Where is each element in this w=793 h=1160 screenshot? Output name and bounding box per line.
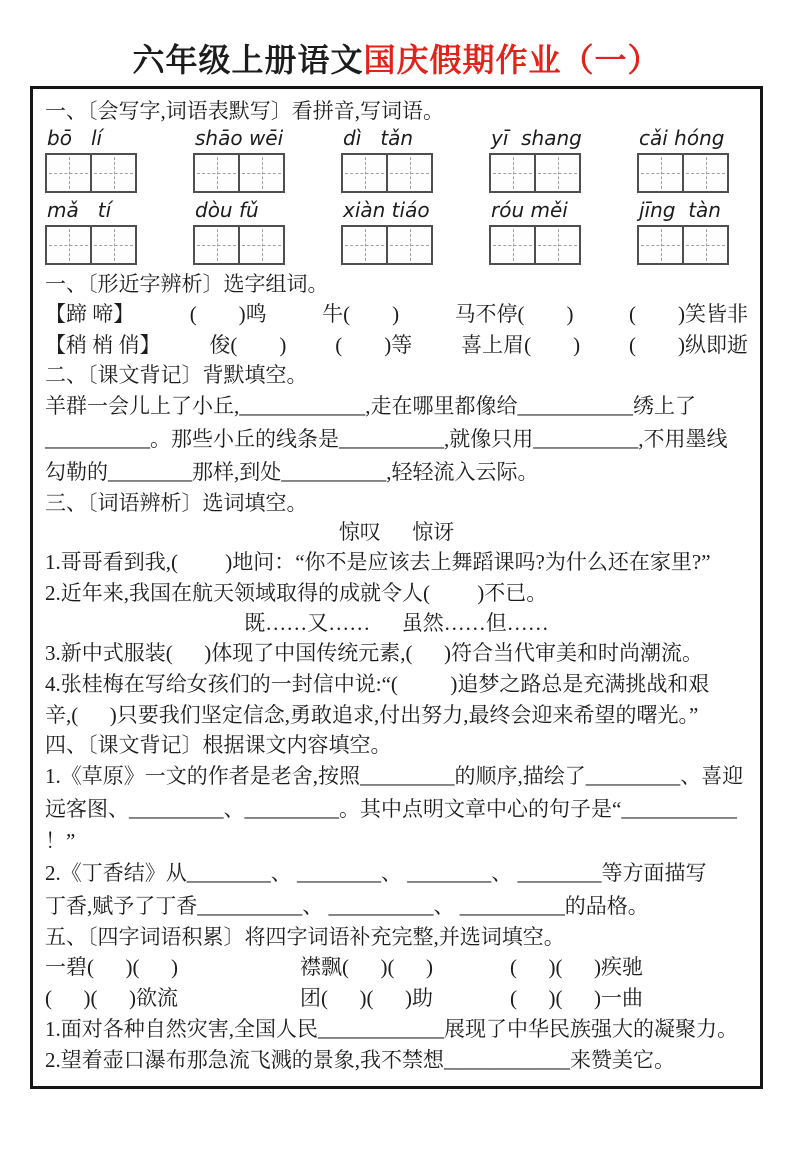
grid-cell	[90, 225, 137, 265]
question-line: 4.张桂梅在写给女孩们的一封信中说:“( )追梦之路总是充满挑战和艰	[45, 672, 710, 696]
writing-grid	[637, 153, 729, 193]
question-line: 1.面对各种自然灾害,全国人民____________展现了中华民族强大的凝聚力。	[45, 1017, 738, 1041]
idiom-blank-item: ( )( )疾驰	[510, 955, 643, 979]
pinyin-label: mǎ tí	[47, 198, 112, 222]
section-sizi-header: 五、〔四字词语积累〕将四字词语补充完整,并选词填空。	[45, 925, 565, 949]
pinyin-column	[341, 126, 489, 198]
idiom-blank-item: ( )( )欲流	[45, 986, 178, 1010]
word-choice-item: ( )纵即逝	[629, 333, 748, 357]
question-line: 2.望着壶口瀑布那急流飞溅的景象,我不禁想____________来赞美它。	[45, 1048, 675, 1072]
section-pinyin-header: 一、〔会写字,词语表默写〕看拼音,写词语。	[45, 99, 444, 123]
idiom-blank-item: 一碧( )( )	[45, 955, 178, 979]
pinyin-column	[489, 126, 637, 198]
pinyin-label: bō lí	[47, 126, 103, 150]
pinyin-column	[45, 126, 193, 198]
question-line: 丁香,赋予了丁香__________、 __________、 __________的品格。	[45, 894, 649, 918]
word-choice-item: 喜上眉( )	[461, 333, 581, 357]
grid-cell	[637, 153, 684, 193]
xingjinzi-row-1	[45, 299, 748, 330]
grid-cell	[45, 153, 92, 193]
beimo-line: __________。那些小丘的线条是__________,就像只用__________,不用墨线	[45, 427, 728, 451]
question-line: 1.《草原》一文的作者是老舍,按照_________的顺序,描绘了_________、喜迎	[45, 764, 744, 788]
grid-cell	[386, 153, 433, 193]
pinyin-label: jīng tàn	[639, 198, 721, 222]
grid-cell	[534, 225, 581, 265]
idiom-blank-item: ( )( )一曲	[510, 986, 643, 1010]
writing-grid	[489, 225, 637, 265]
question-line: 3.新中式服装( )体现了中国传统元素,( )符合当代审美和时尚潮流。	[45, 641, 703, 665]
pinyin-column	[193, 198, 341, 270]
grid-cell	[238, 153, 285, 193]
writing-grid	[489, 153, 637, 193]
title-text-black: 六年级上册语文	[132, 42, 364, 78]
section-xingjinzi-header: 一、〔形近字辨析〕选字组词。	[45, 272, 329, 296]
word-bank: 既……又…… 虽然……但……	[244, 611, 549, 635]
word-choice-item: 马不停( )	[454, 302, 574, 326]
writing-grid	[341, 153, 489, 193]
pinyin-column	[637, 198, 729, 270]
sizi-row-2	[45, 983, 748, 1014]
grid-cell	[386, 225, 433, 265]
grid-cell	[489, 225, 536, 265]
pinyin-column	[45, 198, 193, 270]
title-text-red: 国庆假期作业（一）	[363, 42, 661, 78]
question-line: 1.哥哥看到我,( )地问：“你不是应该去上舞蹈课吗?为什么还在家里?”	[45, 550, 711, 574]
word-choice-item: 俊( )	[209, 333, 287, 357]
word-choice-item: ( )鸣	[189, 302, 267, 326]
grid-cell	[341, 225, 388, 265]
sizi-row-1	[45, 952, 748, 983]
grid-cell	[637, 225, 684, 265]
writing-grid	[341, 225, 489, 265]
grid-cell	[534, 153, 581, 193]
word-choice-item: ( )笑皆非	[629, 302, 748, 326]
idiom-blank-item: 团( )( )助	[300, 986, 433, 1010]
worksheet-box	[30, 86, 763, 1089]
pinyin-column	[489, 198, 637, 270]
writing-grid	[45, 153, 193, 193]
word-choice-item: 牛( )	[322, 302, 400, 326]
writing-grid	[637, 225, 729, 265]
grid-cell	[45, 225, 92, 265]
word-choice-item: ( )等	[335, 333, 413, 357]
pinyin-column	[637, 126, 729, 198]
char-choice-group: 【蹄 啼】	[45, 302, 135, 326]
beimo-line: 羊群一会儿上了小丘,____________,走在哪里都像给___________绣上了	[45, 394, 696, 418]
grid-cell	[238, 225, 285, 265]
pinyin-label: dòu fǔ	[195, 198, 259, 222]
pinyin-row-1	[45, 126, 748, 198]
pinyin-label: dì tǎn	[343, 126, 414, 150]
writing-grid	[45, 225, 193, 265]
beimo-line: 勾勒的________那样,到处__________,轻轻流入云际。	[45, 460, 539, 484]
section-xuanci-header: 三、〔词语辨析〕选词填空。	[45, 491, 308, 515]
pinyin-label: róu měi	[491, 198, 568, 222]
grid-cell	[90, 153, 137, 193]
grid-cell	[193, 225, 240, 265]
writing-grid	[193, 153, 341, 193]
grid-cell	[489, 153, 536, 193]
pinyin-label: xiàn tiáo	[343, 198, 430, 222]
grid-cell	[682, 153, 729, 193]
grid-cell	[341, 153, 388, 193]
question-line: 2.近年来,我国在航天领域取得的成就令人( )不已。	[45, 581, 548, 605]
idiom-blank-item: 襟飘( )( )	[300, 955, 433, 979]
section-beimo-header: 二、〔课文背记〕背默填空。	[45, 363, 308, 387]
section-kewen-header: 四、〔课文背记〕根据课文内容填空。	[45, 733, 392, 757]
pinyin-row-2	[45, 198, 748, 270]
word-bank: 惊叹 惊讶	[338, 520, 455, 544]
question-line: 2.《丁香结》从________、 ________、 ________、 ________等方面描写	[45, 861, 707, 885]
xingjinzi-row-2	[45, 330, 748, 361]
grid-cell	[193, 153, 240, 193]
pinyin-label: cǎi hóng	[639, 126, 725, 150]
page-title	[0, 38, 793, 82]
grid-cell	[682, 225, 729, 265]
question-line: 远客图、_________、_________。其中点明文章中心的句子是“___________	[45, 797, 737, 821]
pinyin-label: shāo wēi	[195, 126, 284, 150]
pinyin-column	[341, 198, 489, 270]
pinyin-label: yī shang	[491, 126, 582, 150]
pinyin-column	[193, 126, 341, 198]
writing-grid	[193, 225, 341, 265]
char-choice-group: 【稍 梢 俏】	[45, 333, 161, 357]
question-line: ！”	[45, 829, 76, 853]
question-line: 辛,( )只要我们坚定信念,勇敢追求,付出努力,最终会迎来希望的曙光。”	[45, 703, 699, 727]
